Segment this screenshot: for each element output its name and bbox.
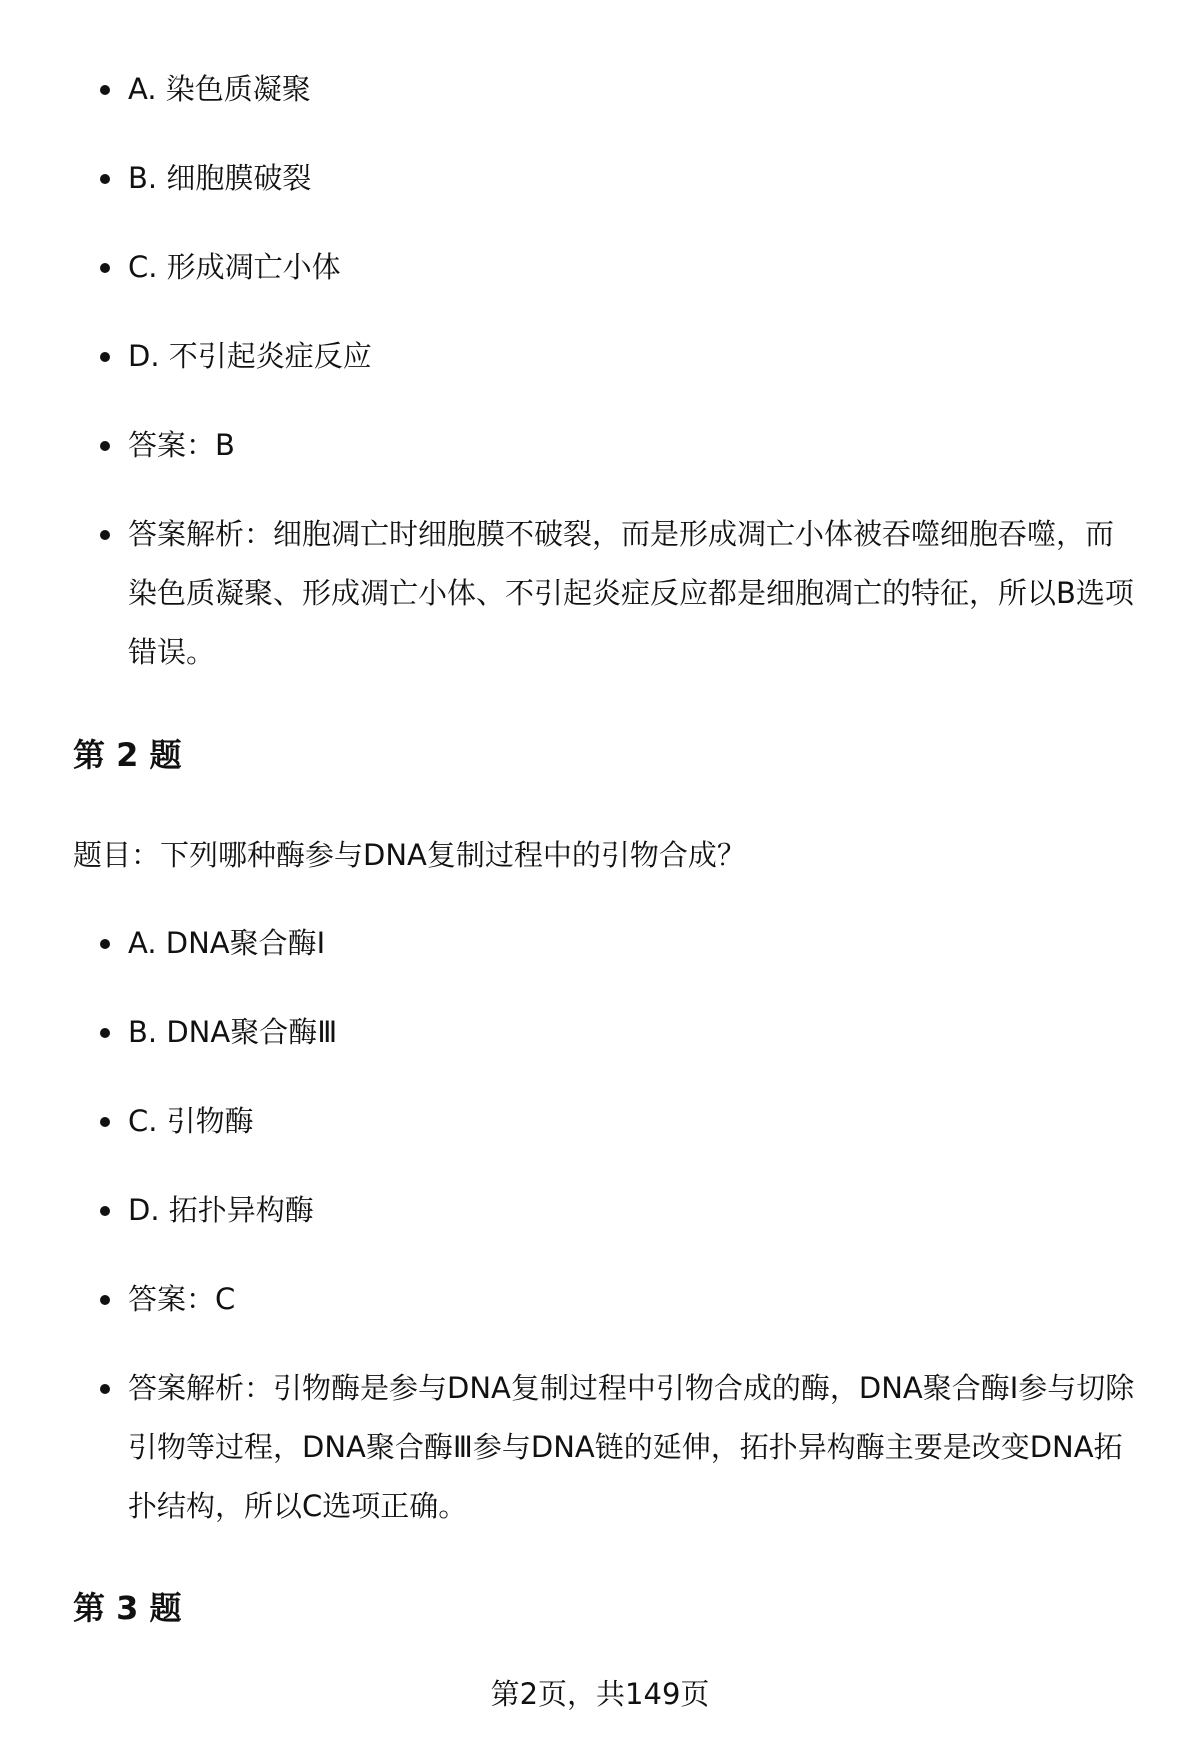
bullet-icon [100,1028,110,1038]
question-stem: 题目：下列哪种酶参与DNA复制过程中的引物合成？ [73,838,746,872]
option-text: C. 引物酶 [128,1104,254,1138]
option-text: A. 染色质凝聚 [128,72,311,106]
option-text: B. DNA聚合酶Ⅲ [128,1015,338,1049]
bullet-icon [100,263,110,273]
explanation-text: 答案解析：引物酶是参与DNA复制过程中引物合成的酶，DNA聚合酶Ⅰ参与切除引物等过程，DNA聚合酶Ⅲ参与DNA链的延伸，拓扑异构酶主要是改变DNA拓扑结构，所以C选项正确。 [128,1371,1135,1523]
bullet-icon [100,1117,110,1127]
q1-answer [128,416,1138,475]
q1-option-c [128,238,1138,297]
bullet-icon [100,939,110,949]
page-indicator: 第2页，共149页 [490,1677,710,1711]
explanation-text: 答案解析：细胞凋亡时细胞膜不破裂，而是形成凋亡小体被吞噬细胞吞噬，而染色质凝聚、形成凋亡小体、不引起炎症反应都是细胞凋亡的特征，所以B选项错误。 [128,517,1134,669]
bullet-icon [100,441,110,451]
q2-option-b [128,1003,1138,1062]
bullet-icon [100,530,110,540]
question-heading: 第 3 题 [73,1589,182,1627]
question-heading: 第 2 题 [73,736,182,774]
q2-option-d [128,1181,1138,1240]
q1-option-a [128,60,1138,119]
q2-option-c [128,1092,1138,1151]
option-text: A. DNA聚合酶Ⅰ [128,926,326,960]
q2-answer [128,1270,1138,1329]
q1-option-d [128,327,1138,386]
q1-explanation [128,505,1138,682]
bullet-icon [100,352,110,362]
bullet-icon [100,174,110,184]
option-text: C. 形成凋亡小体 [128,250,341,284]
answer-text: 答案：B [128,428,235,462]
bullet-icon [100,1295,110,1305]
answer-text: 答案：C [128,1282,236,1316]
bullet-icon [100,85,110,95]
q2-option-a [128,914,1138,973]
option-text: D. 拓扑异构酶 [128,1193,314,1227]
q1-option-b [128,149,1138,208]
q2-explanation [128,1359,1138,1536]
option-text: B. 细胞膜破裂 [128,161,312,195]
option-text: D. 不引起炎症反应 [128,339,372,373]
bullet-icon [100,1206,110,1216]
bullet-icon [100,1384,110,1394]
